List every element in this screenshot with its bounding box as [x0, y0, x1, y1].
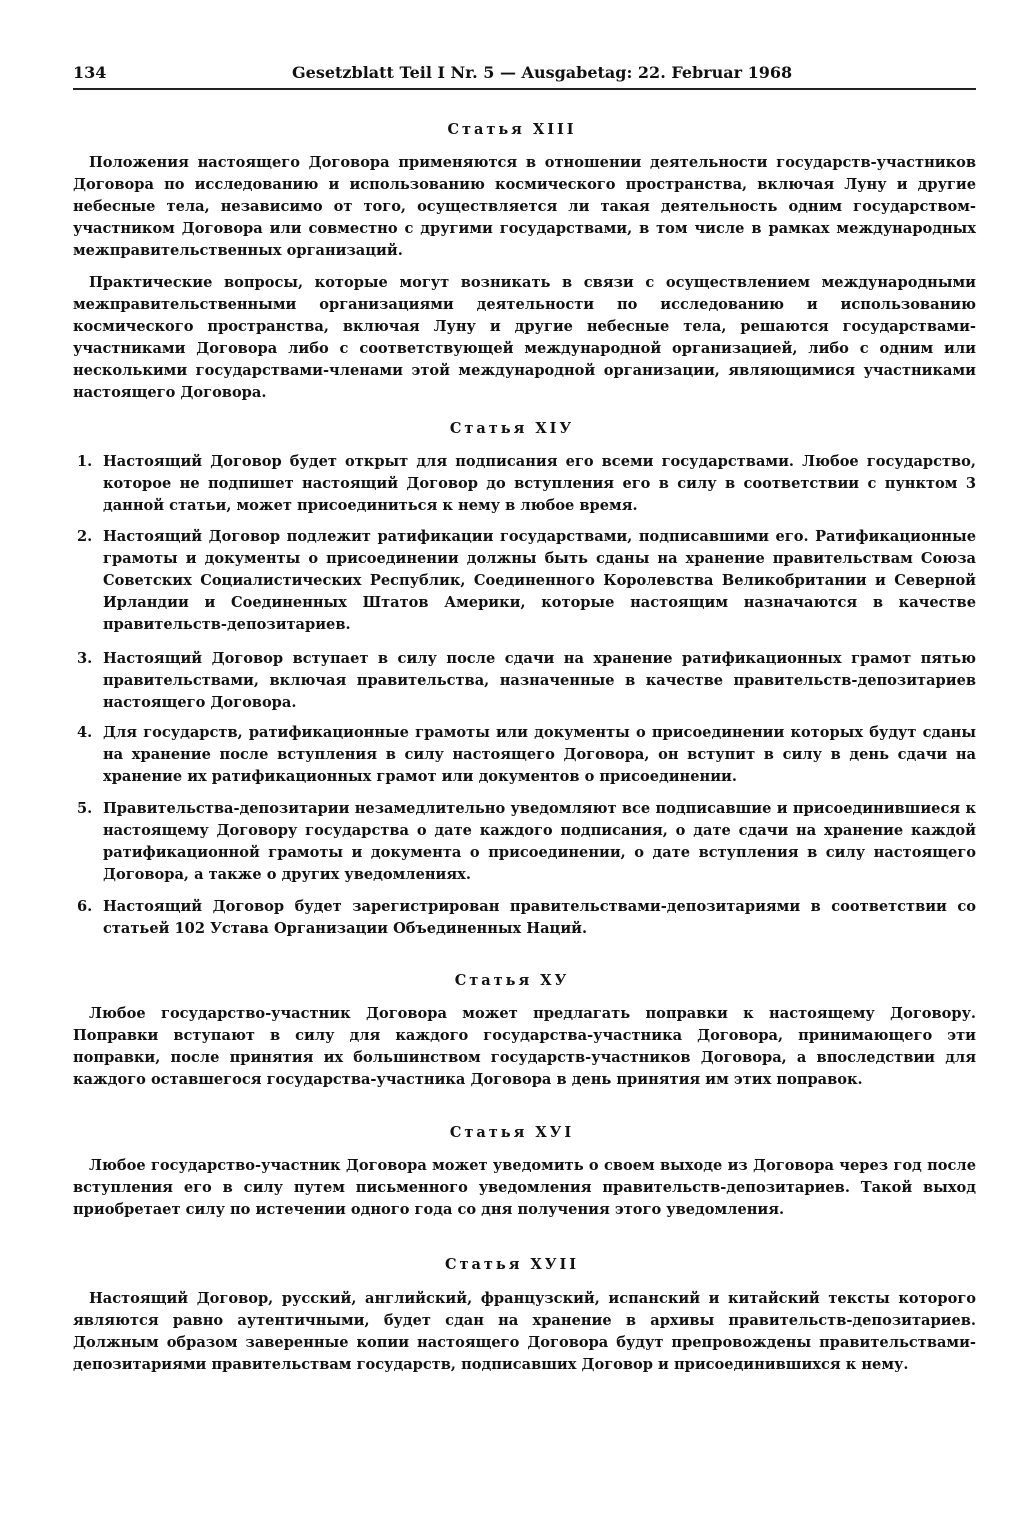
article-16-paragraph-1: Любое государство-участник Договора может уведомить о своем выходе из Договора через год после вступления его в силу путем письменного уведомления правительств-депозитариев. Такой выход приобретает силу по истечении одного года со дня получения этого уведомления. [73, 1157, 976, 1218]
item-number: 6. [77, 898, 93, 915]
article-17-paragraph-1: Настоящий Договор, русский, английский, французский, испанский и китайский тексты которого являются равно аутентичными, будет сдан на хранение в архивы правительств-депозитариев. Должным образом заверенные копии настоящего Договора будут препровождены правительствами-депозитариями правительствам государств, подписавших Договор и присоединившихся к нему. [73, 1290, 976, 1373]
article-14-item-3 [77, 648, 976, 714]
article-13-paragraph-1: Положения настоящего Договора применяются в отношении деятельности государств-участников Договора по исследованию и использованию космического пространства, включая Луну и другие небесные тела, независимо от того, осуществляется ли такая деятельность одним государством-участником Договора или совместно с другими государствами, в том числе в рамках международных межправительственных организаций. [73, 154, 976, 259]
article-17-heading: Статья XУII [444, 1256, 580, 1273]
item-number: 5. [77, 800, 93, 817]
item-number: 4. [77, 724, 93, 741]
article-16-heading: Статья XУI [449, 1124, 575, 1141]
item-number: 3. [77, 650, 93, 667]
item-text: Правительства-депозитарии незамедлительно уведомляют все подписавшие и присоединившиеся к настоящему Договору государства о дате каждого подписания, о дате сдачи на хранение каждой ратификационной грамоты и документа о присоединении, о дате вступления в силу настоящего Договора, а также о других уведомлениях. [103, 800, 976, 883]
item-text: Для государств, ратификационные грамоты или документы о присоединении которых будут сданы на хранение после вступления в силу настоящего Договора, он вступит в силу в день сдачи на хранение их ратификационных грамот или документов о присоединении. [103, 724, 976, 785]
article-14-item-6 [77, 896, 976, 940]
item-text: Настоящий Договор подлежит ратификации государствами, подписавшими его. Ратификационные грамоты и документы о присоединении должны быть сданы на хранение правительствам Союза Советских Социалистических Республик, Соединенного Королевства Великобритании и Северной Ирландии и Соединенных Штатов Америки, которые настоящим назначаются в качестве правительств-депозитариев. [103, 528, 976, 633]
article-13-heading: Статья XIII [447, 121, 577, 138]
article-15-heading: Статья XУ [454, 972, 570, 989]
article-14-item-1 [77, 451, 976, 517]
item-number: 1. [77, 453, 93, 470]
item-text: Настоящий Договор будет зарегистрирован правительствами-депозитариями в соответствии со статьей 102 Устава Организации Объединенных Наций. [103, 898, 976, 937]
article-14-item-4 [77, 722, 976, 788]
item-text: Настоящий Договор будет открыт для подписания его всеми государствами. Любое государство, которое не подпишет настоящий Договор до вступления его в силу в соответствии с пунктом 3 данной статьи, может присоединиться к нему в любое время. [103, 453, 976, 514]
article-14-heading: Статья XIУ [449, 420, 575, 437]
item-text: Настоящий Договор вступает в силу после сдачи на хранение ратификационных грамот пятью правительствами, включая правительства, назначенные в качестве правительств-депозитариев настоящего Договора. [103, 650, 976, 711]
article-14-item-2 [77, 526, 976, 636]
article-15-paragraph-1: Любое государство-участник Договора может предлагать поправки к настоящему Договору. Поправки вступают в силу для каждого государства-участника Договора, принимающего эти поправки, после принятия их большинством государств-участников Договора, а впоследствии для каждого оставшегося государства-участника Договора в день принятия им этих поправок. [73, 1005, 976, 1088]
article-14-item-5 [77, 798, 976, 886]
page-header [73, 62, 976, 90]
header-title: Gesetzblatt Teil I Nr. 5 — Ausgabetag: 22. Februar 1968 [292, 63, 793, 82]
item-number: 2. [77, 528, 93, 545]
page-number: 134 [73, 63, 107, 82]
article-13-paragraph-2: Практические вопросы, которые могут возникать в связи с осуществлением международными межправительственными организациями деятельности по исследованию и использованию космического пространства, включая Луну и другие небесные тела, решаются государствами-участниками Договора либо с соответствующей международной организацией, либо с одним или несколькими государствами-членами этой международной организации, являющимися участниками настоящего Договора. [73, 274, 976, 401]
